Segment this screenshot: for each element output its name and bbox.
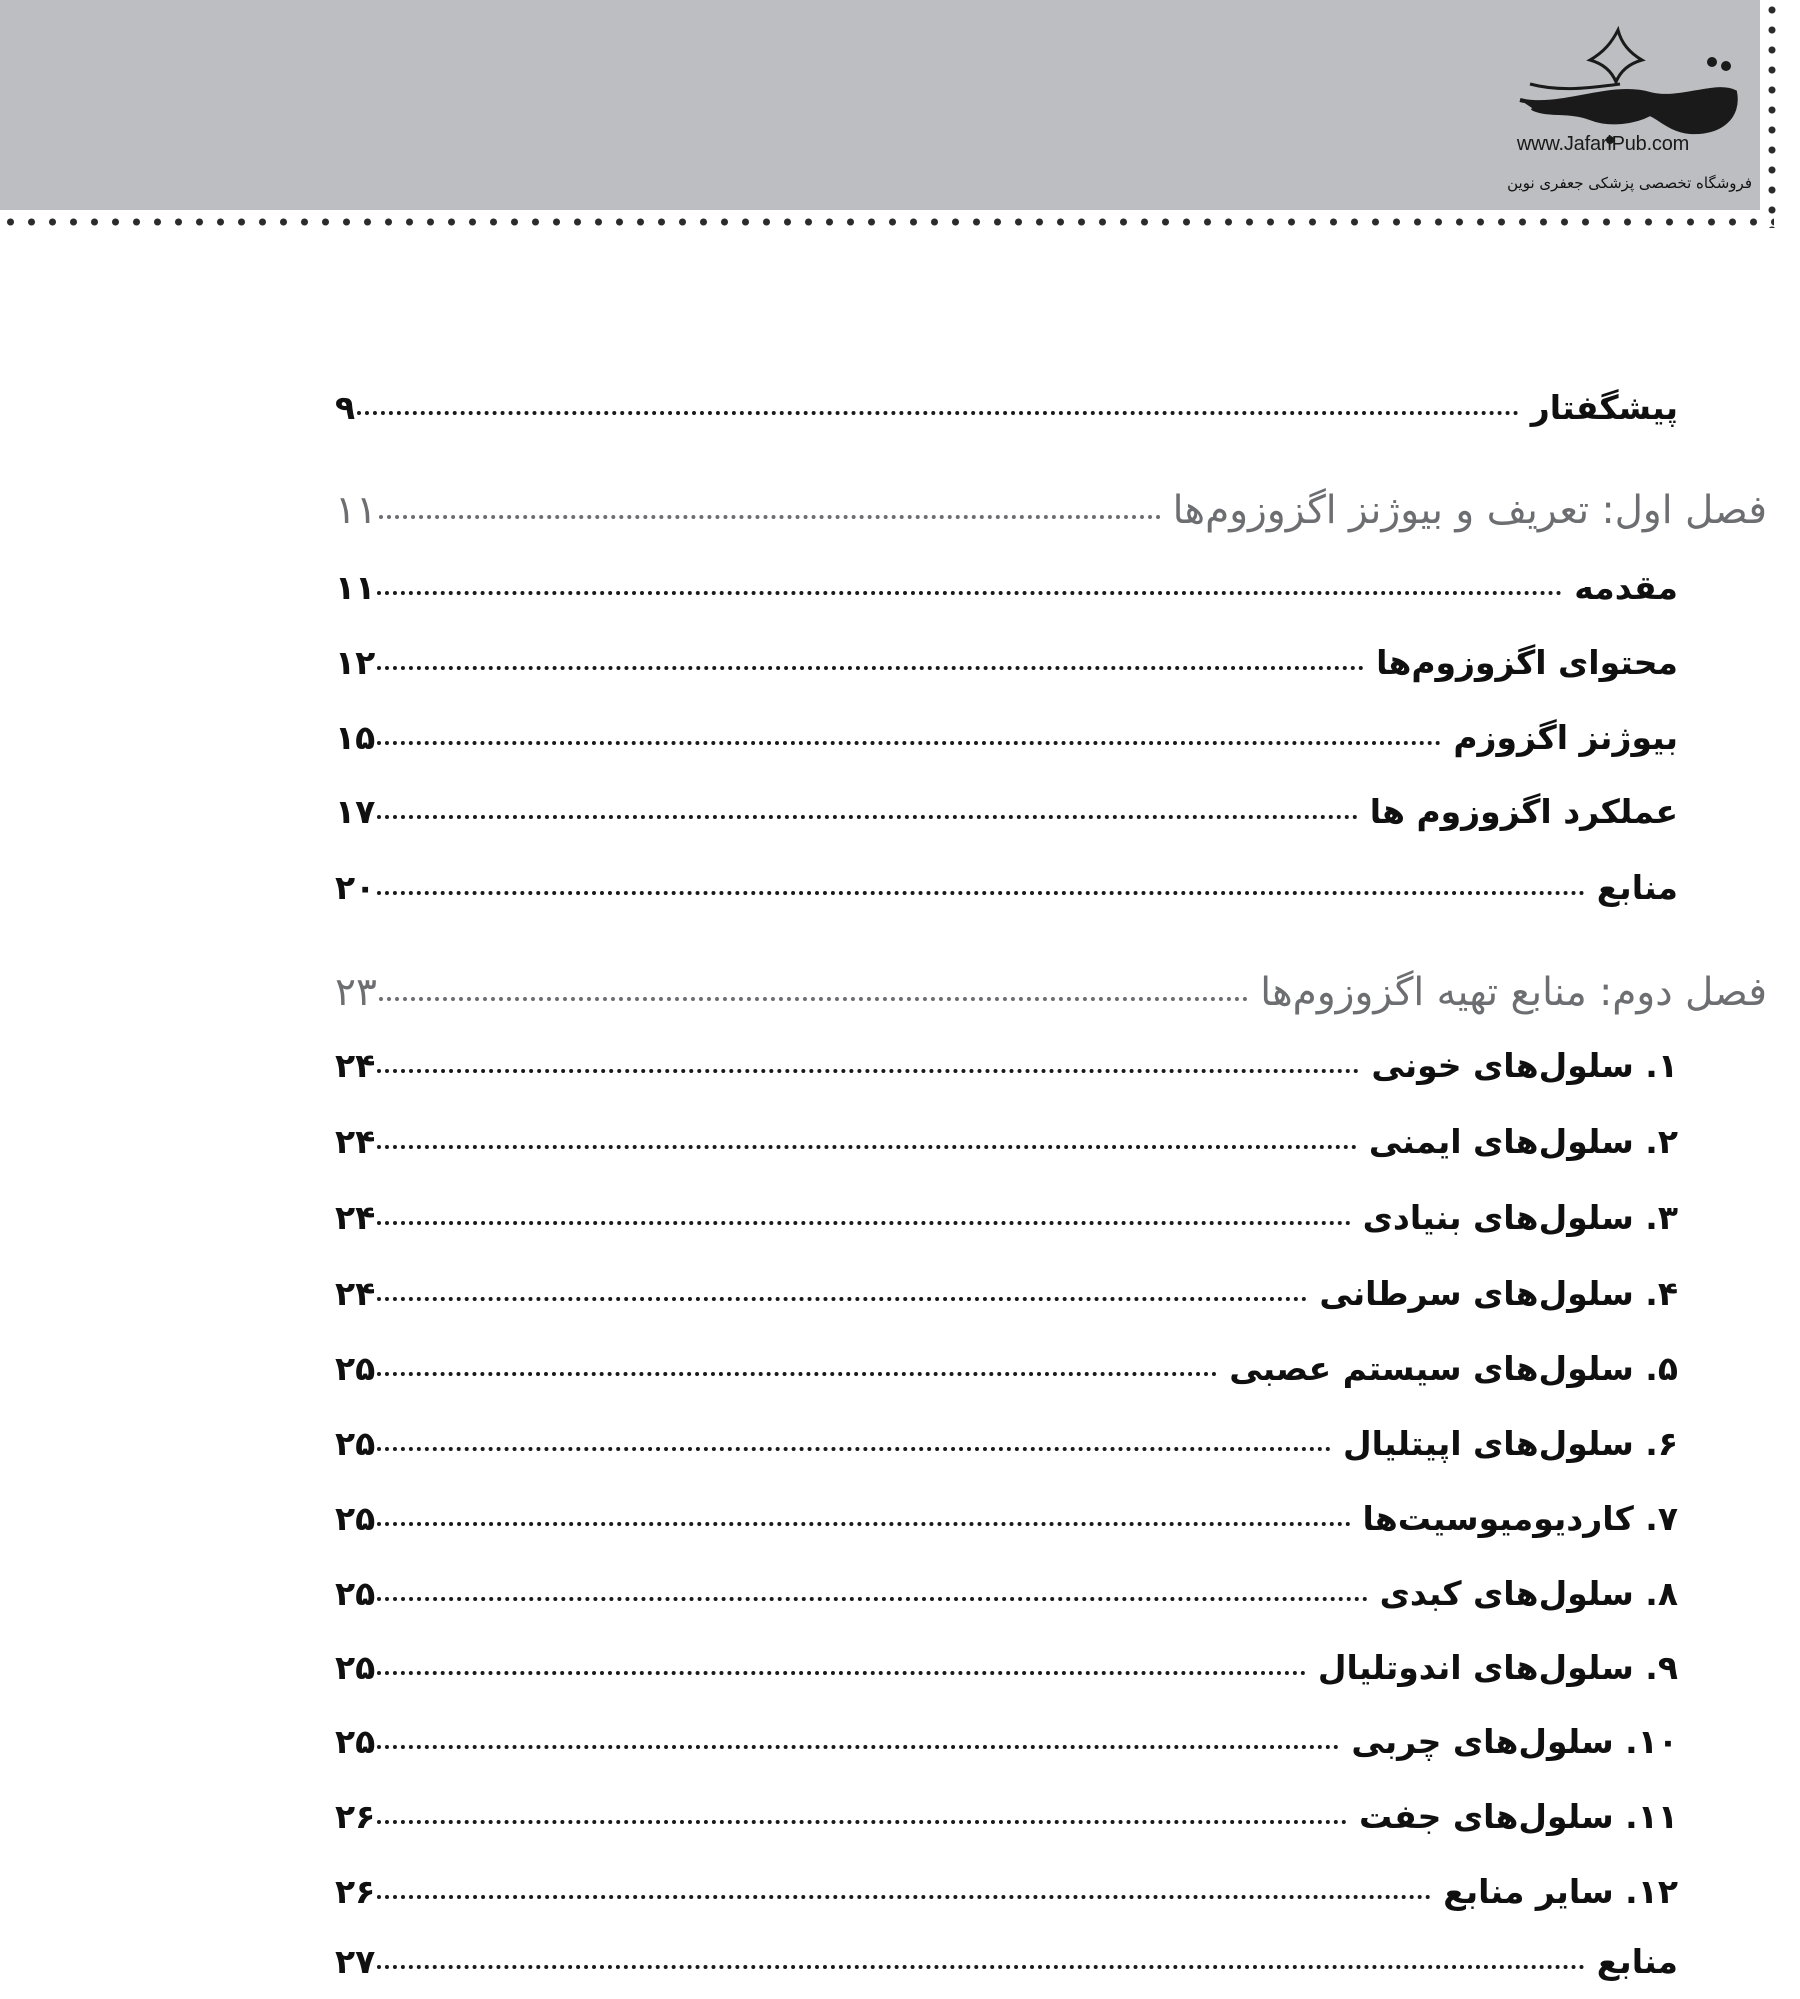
toc-entry bbox=[335, 712, 1678, 772]
dot-leader bbox=[377, 708, 1441, 745]
toc-page-number: ۲۷ bbox=[335, 1942, 376, 1981]
toc-entry-title: پیشگفتار bbox=[1530, 388, 1678, 427]
toc-page-number: ۲۶ bbox=[335, 1872, 376, 1911]
toc-page-number: ۲۵ bbox=[335, 1648, 376, 1687]
dot-leader bbox=[379, 958, 1248, 1001]
toc-entry-title: ۲. سلول‌های ایمنی bbox=[1368, 1122, 1678, 1161]
toc-entry-title: بیوژنز اگزوزم bbox=[1453, 718, 1678, 757]
dot-leader bbox=[377, 1489, 1350, 1526]
toc-page-number: ۲۴ bbox=[335, 1046, 376, 1085]
chapter-title: فصل اول: تعریف و بیوژنز اگزوزوم‌ها bbox=[1172, 488, 1767, 533]
toc-entry bbox=[335, 1268, 1678, 1328]
toc-chapter-1 bbox=[335, 480, 1767, 546]
chapter-page-number: ۲۳ bbox=[335, 970, 377, 1015]
toc-entry-title: ۳. سلول‌های بنیادی bbox=[1362, 1198, 1678, 1237]
toc-entry bbox=[335, 786, 1678, 846]
dot-leader bbox=[377, 1264, 1307, 1301]
toc-page-number: ۲۵ bbox=[335, 1499, 376, 1538]
toc-entry-title: ۱۰. سلول‌های چربی bbox=[1351, 1722, 1678, 1761]
dot-leader bbox=[377, 782, 1357, 819]
toc-entry bbox=[335, 1716, 1678, 1776]
toc-entry bbox=[335, 562, 1678, 622]
toc-page-number: ۲۵ bbox=[335, 1574, 376, 1613]
toc-page-number: ۱۵ bbox=[335, 718, 376, 757]
toc-entry bbox=[335, 862, 1678, 922]
chapter-page-number: ۱۱ bbox=[335, 488, 377, 533]
dot-leader bbox=[377, 1414, 1331, 1451]
toc-entry bbox=[335, 1116, 1678, 1176]
toc-page-number: ۲۴ bbox=[335, 1122, 376, 1161]
dot-leader bbox=[377, 1712, 1339, 1749]
toc-entry-title: ۱. سلول‌های خونی bbox=[1371, 1046, 1678, 1085]
dot-leader bbox=[377, 1862, 1431, 1899]
dot-leader bbox=[377, 858, 1584, 895]
toc-entry bbox=[335, 1791, 1678, 1851]
toc-entry bbox=[335, 1936, 1678, 1996]
toc-page-number: ۲۵ bbox=[335, 1722, 376, 1761]
toc-entry bbox=[335, 1642, 1678, 1702]
toc-entry bbox=[335, 1866, 1678, 1926]
toc-entry-preface bbox=[335, 382, 1678, 442]
toc-page-number: ۲۰ bbox=[335, 868, 376, 907]
toc-entry bbox=[335, 1493, 1678, 1553]
dot-leader bbox=[377, 1339, 1217, 1376]
toc-entry-title: ۹. سلول‌های اندوتلیال bbox=[1317, 1648, 1678, 1687]
toc-entry bbox=[335, 1418, 1678, 1478]
toc-entry bbox=[335, 637, 1678, 697]
toc-page-number: ۹ bbox=[335, 388, 356, 427]
dot-leader bbox=[377, 1932, 1584, 1969]
toc-entry-title: ۸. سلول‌های کبدی bbox=[1379, 1574, 1678, 1613]
toc-page-number: ۱۷ bbox=[335, 792, 376, 831]
toc-entry-title: ۵. سلول‌های سیستم عصبی bbox=[1229, 1349, 1678, 1388]
toc-page-number: ۲۴ bbox=[335, 1274, 376, 1313]
chapter-title: فصل دوم: منابع تهیه اگزوزوم‌ها bbox=[1260, 970, 1767, 1015]
dot-leader bbox=[377, 1188, 1350, 1225]
toc-page-number: ۱۲ bbox=[335, 643, 376, 682]
toc-page-number: ۲۶ bbox=[335, 1797, 376, 1836]
toc-entry bbox=[335, 1343, 1678, 1403]
toc-entry-title: ۱۱. سلول‌های جفت bbox=[1358, 1797, 1678, 1836]
toc-entry-title: ۱۲. سایر منابع bbox=[1443, 1872, 1678, 1911]
toc-page-number: ۲۵ bbox=[335, 1424, 376, 1463]
toc-entry-title: مقدمه bbox=[1574, 568, 1678, 607]
toc-page-number: ۲۵ bbox=[335, 1349, 376, 1388]
toc-entry-title: ۴. سلول‌های سرطانی bbox=[1319, 1274, 1678, 1313]
dot-leader bbox=[377, 1638, 1306, 1675]
toc-entry-title: ۶. سلول‌های اپیتلیال bbox=[1342, 1424, 1678, 1463]
toc-entry bbox=[335, 1568, 1678, 1628]
website-url: www.JafariPub.com bbox=[1516, 133, 1690, 155]
toc-page-number: ۲۴ bbox=[335, 1198, 376, 1237]
toc-page-number: ۱۱ bbox=[335, 568, 376, 607]
dot-leader bbox=[377, 1787, 1347, 1824]
dot-leader bbox=[357, 378, 1519, 415]
toc-entry-title: ۷. کاردیومیوسیت‌ها bbox=[1362, 1499, 1678, 1538]
toc-entry-title: منابع bbox=[1596, 1942, 1678, 1981]
toc-chapter-2 bbox=[335, 962, 1767, 1028]
toc-entry bbox=[335, 1040, 1678, 1100]
dot-leader bbox=[377, 1112, 1357, 1149]
dot-leader bbox=[379, 476, 1161, 519]
dot-leader bbox=[377, 633, 1364, 670]
dot-leader bbox=[377, 558, 1562, 595]
dot-leader bbox=[377, 1564, 1367, 1601]
toc-entry-title: عملکرد اگزوزوم ها bbox=[1369, 792, 1678, 831]
store-name: فروشگاه تخصصی پزشکی جعفری نوین bbox=[1507, 174, 1752, 192]
toc-entry-title: منابع bbox=[1596, 868, 1678, 907]
dot-leader bbox=[377, 1036, 1359, 1073]
toc-entry-title: محتوای اگزوزوم‌ها bbox=[1376, 643, 1678, 682]
toc-entry bbox=[335, 1192, 1678, 1252]
